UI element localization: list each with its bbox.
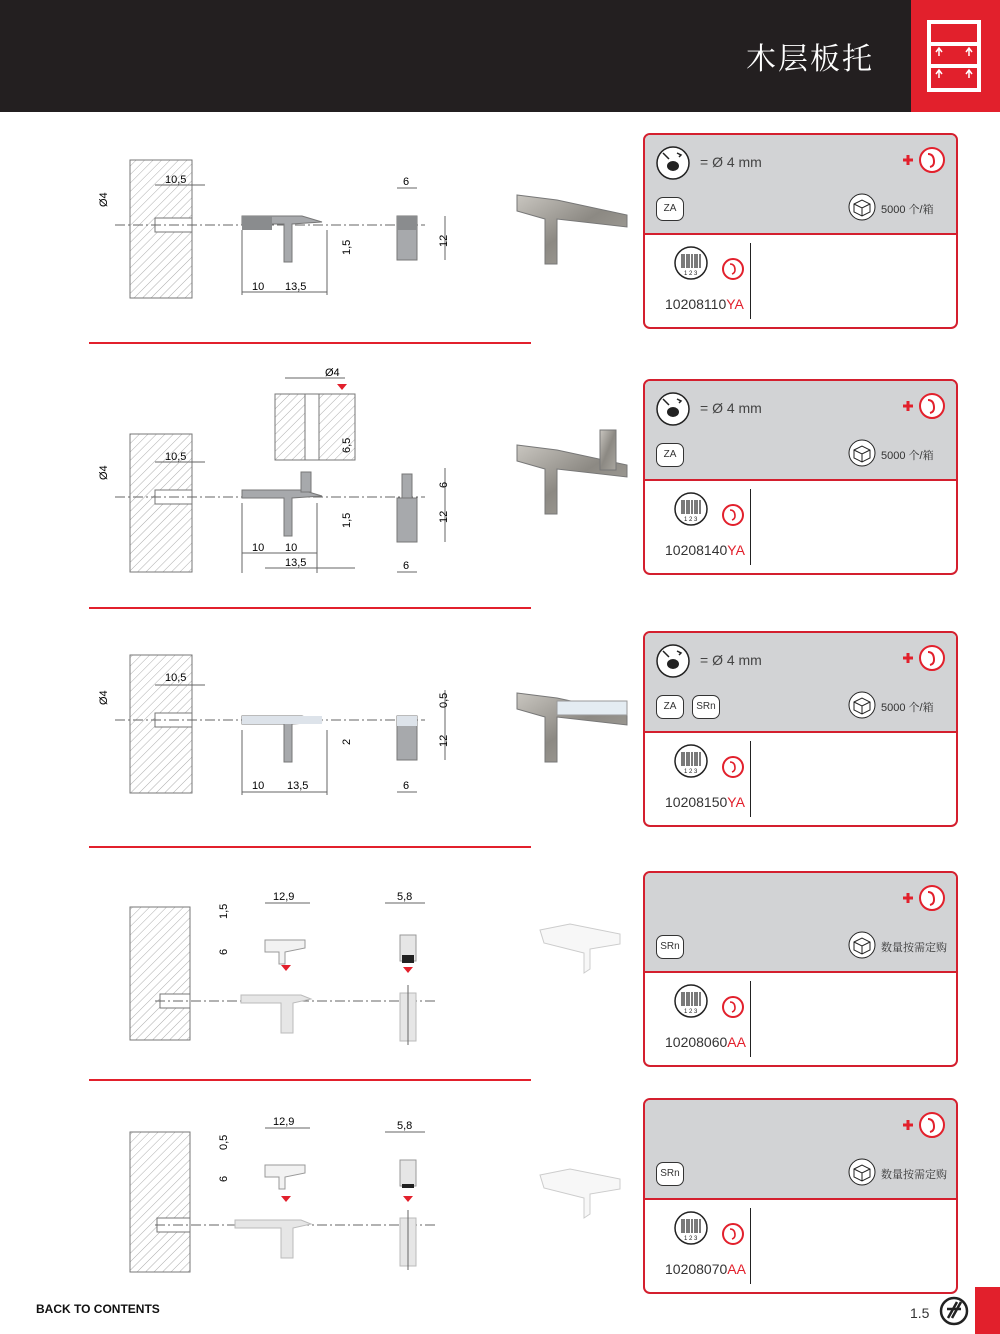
barcode-icon xyxy=(673,1210,709,1246)
product-code: 10208140YA xyxy=(665,542,745,558)
dim-label: Ø4 xyxy=(325,368,340,379)
product-card-1 xyxy=(643,133,958,329)
page-title: 木层板托 xyxy=(746,42,874,77)
dim-label: 1,5 xyxy=(341,239,353,255)
diameter-label: = Ø 4 mm xyxy=(700,400,762,416)
plus-hand-icon[interactable] xyxy=(900,391,946,421)
dim-label: 12 xyxy=(438,510,450,523)
dim-label: 0,5 xyxy=(438,692,450,708)
product-card-4 xyxy=(643,871,958,1067)
dim-label: 10,5 xyxy=(165,451,187,463)
page-tab-marker xyxy=(975,1287,1000,1334)
drill-bit-icon xyxy=(655,145,691,181)
box-icon xyxy=(848,193,876,221)
product-code: 10208110YA xyxy=(665,296,744,312)
dim-label: 13,5 xyxy=(287,780,309,792)
dim-label: 10,5 xyxy=(165,174,187,186)
dim-label: 1,5 xyxy=(341,512,353,528)
svg-text:1 2 3: 1 2 3 xyxy=(684,271,698,277)
pack-quantity: 5000 个/箱 xyxy=(881,204,934,216)
section-divider xyxy=(89,846,531,848)
box-icon xyxy=(848,691,876,719)
dim-label: Ø4 xyxy=(98,690,110,705)
barcode-icon xyxy=(673,491,709,527)
section-divider xyxy=(89,607,531,609)
dim-label: Ø4 xyxy=(98,192,110,207)
product-photo-2 xyxy=(512,425,637,525)
hand-icon xyxy=(721,995,745,1019)
dim-label: 6 xyxy=(218,948,230,955)
hand-icon xyxy=(721,503,745,527)
dim-label: 6 xyxy=(403,780,410,792)
box-icon xyxy=(848,1158,876,1186)
technical-drawing-2 xyxy=(95,368,475,578)
barcode-icon xyxy=(673,743,709,779)
svg-text:1 2 3: 1 2 3 xyxy=(684,1009,698,1015)
page-number: 1.5 xyxy=(910,1305,930,1321)
dim-label: 6 xyxy=(438,481,450,488)
technical-drawing-3 xyxy=(95,650,475,800)
section-divider xyxy=(89,342,531,344)
dim-label: 10 xyxy=(252,281,265,293)
hand-icon xyxy=(721,257,745,281)
shelf-icon xyxy=(911,0,1000,112)
brand-logo-icon xyxy=(939,1296,969,1326)
technical-drawing-1 xyxy=(95,150,475,310)
product-code: 10208070AA xyxy=(665,1261,746,1277)
svg-text:1 2 3: 1 2 3 xyxy=(684,1236,698,1242)
dim-label: 6 xyxy=(403,176,410,188)
dim-label: 13,5 xyxy=(285,281,307,293)
pack-quantity: 5000 个/箱 xyxy=(881,450,934,462)
dim-label: 5,8 xyxy=(397,1120,413,1132)
dim-label: 10 xyxy=(285,542,298,554)
dim-label: 12,9 xyxy=(273,1116,295,1128)
finish-tag: ZA xyxy=(656,695,684,719)
plus-hand-icon[interactable] xyxy=(900,1110,946,1140)
dim-label: 13,5 xyxy=(285,557,307,569)
diameter-label: = Ø 4 mm xyxy=(700,652,762,668)
dim-label: 2 xyxy=(341,738,353,745)
dim-label: 12 xyxy=(438,734,450,747)
plus-hand-icon[interactable] xyxy=(900,883,946,913)
dim-label: 12,9 xyxy=(273,891,295,903)
dim-label: 10 xyxy=(252,780,265,792)
box-icon xyxy=(848,931,876,959)
product-photo-3 xyxy=(512,683,637,773)
hand-icon xyxy=(721,755,745,779)
svg-text:1 2 3: 1 2 3 xyxy=(684,769,698,775)
plus-hand-icon[interactable] xyxy=(900,643,946,673)
product-photo-1 xyxy=(512,185,637,270)
product-card-3 xyxy=(643,631,958,827)
dim-label: 5,8 xyxy=(397,891,413,903)
plus-hand-icon[interactable] xyxy=(900,145,946,175)
dim-label: 1,5 xyxy=(218,903,230,919)
finish-tag: ZA xyxy=(656,443,684,467)
back-to-contents-link[interactable]: BACK TO CONTENTS xyxy=(36,1302,160,1316)
drill-bit-icon xyxy=(655,643,691,679)
pack-quantity: 数量按需定购 xyxy=(881,1169,947,1181)
finish-tag: SRn xyxy=(692,695,720,719)
barcode-icon xyxy=(673,983,709,1019)
finish-tag: ZA xyxy=(656,197,684,221)
dim-label: 6,5 xyxy=(341,437,353,453)
dim-label: 0,5 xyxy=(218,1134,230,1150)
product-code: 10208150YA xyxy=(665,794,745,810)
product-card-2 xyxy=(643,379,958,575)
svg-text:1 2 3: 1 2 3 xyxy=(684,517,698,523)
dim-label: 6 xyxy=(218,1175,230,1182)
finish-tag: SRn xyxy=(656,1162,684,1186)
hand-icon xyxy=(721,1222,745,1246)
section-divider xyxy=(89,1079,531,1081)
dim-label: Ø4 xyxy=(98,465,110,480)
technical-drawing-4 xyxy=(95,885,475,1045)
dim-label: 6 xyxy=(403,560,410,572)
box-icon xyxy=(848,439,876,467)
pack-quantity: 5000 个/箱 xyxy=(881,702,934,714)
finish-tag: SRn xyxy=(656,935,684,959)
product-photo-5 xyxy=(535,1165,625,1220)
pack-quantity: 数量按需定购 xyxy=(881,942,947,954)
technical-drawing-5 xyxy=(95,1110,475,1275)
product-photo-4 xyxy=(535,920,625,975)
dim-label: 10 xyxy=(252,542,265,554)
diameter-label: = Ø 4 mm xyxy=(700,154,762,170)
barcode-icon xyxy=(673,245,709,281)
page-header xyxy=(0,0,1000,112)
drill-bit-icon xyxy=(655,391,691,427)
product-code: 10208060AA xyxy=(665,1034,746,1050)
dim-label: 10,5 xyxy=(165,672,187,684)
dim-label: 12 xyxy=(438,234,450,247)
product-card-5 xyxy=(643,1098,958,1294)
